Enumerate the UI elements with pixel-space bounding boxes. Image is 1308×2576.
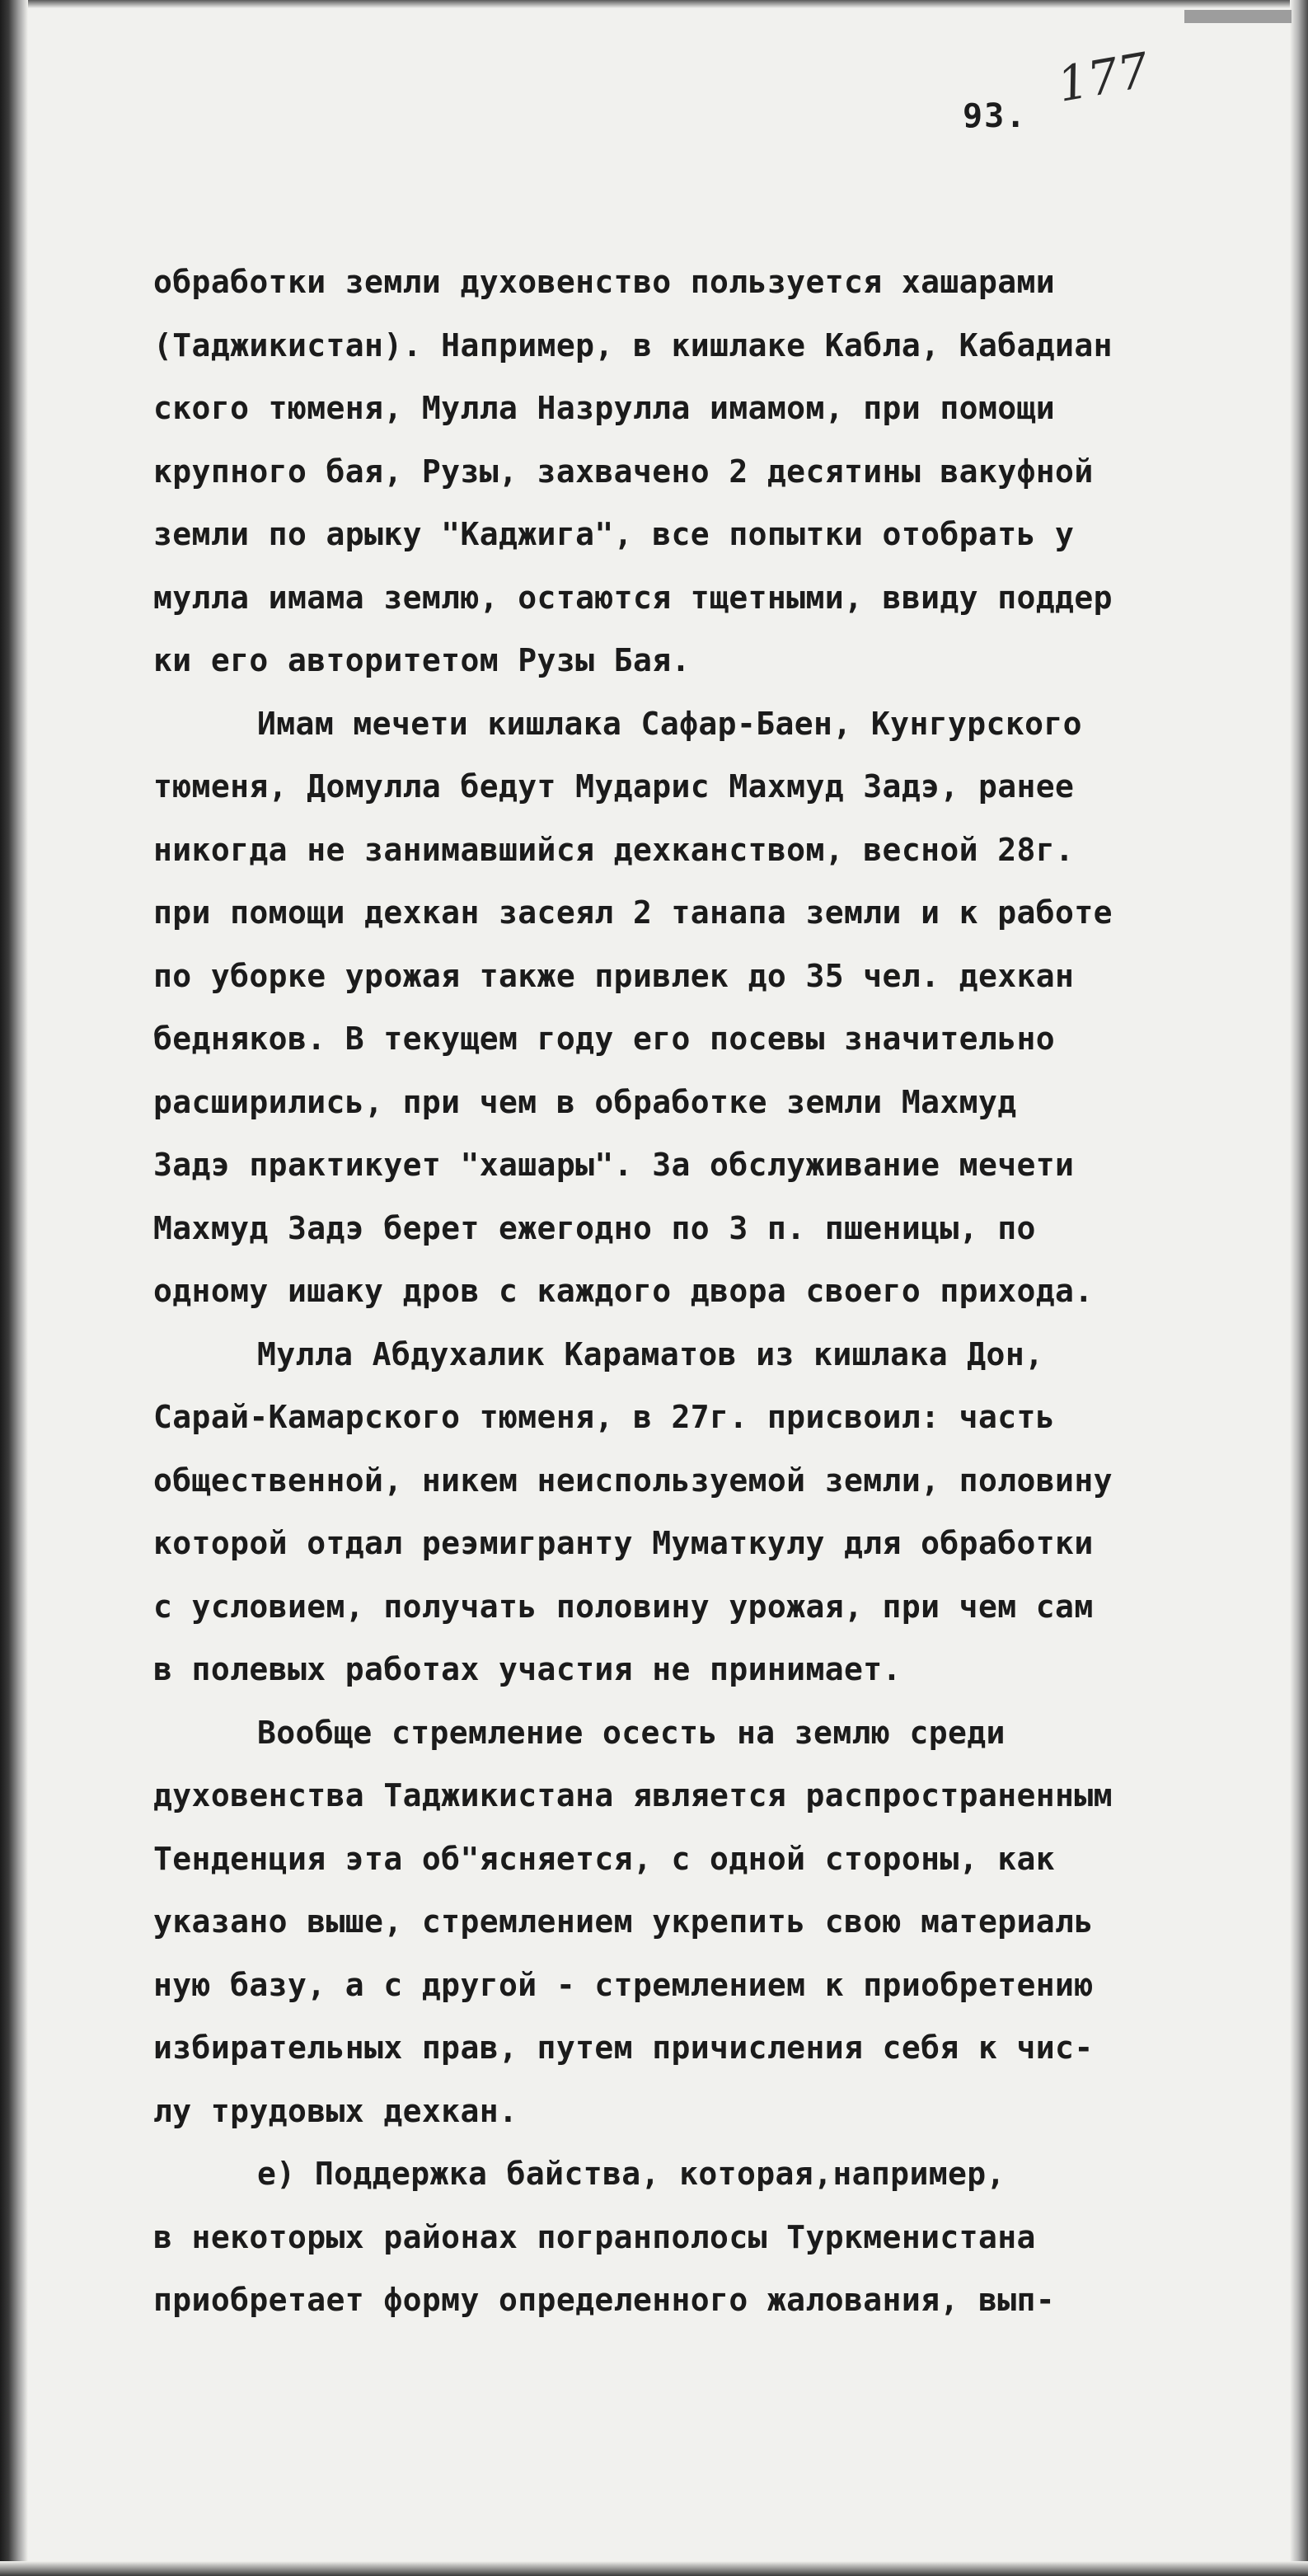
text-line: бедняков. В текущем году его посевы значительно (153, 1021, 1056, 1057)
text-line: которой отдал реэмигранту Муматкулу для обработки (153, 1525, 1094, 1561)
scan-edge-right (1290, 0, 1308, 2576)
text-line: Задэ практикует "хашары". За обслуживание мечети (153, 1147, 1075, 1183)
text-line: в полевых работах участия не принимает. (153, 1651, 902, 1687)
text-line: Тенденция эта об"ясняется, с одной стороны, как (153, 1840, 1056, 1877)
text-line: Сарай-Камарского тюменя, в 27г. присвоил: часть (153, 1399, 1056, 1435)
scan-edge-top (0, 0, 1308, 8)
text-line: Имам мечети кишлака Сафар-Баен, Кунгурского (257, 705, 1082, 742)
text-line: в некоторых районах погранполосы Туркменистана (153, 2218, 1036, 2255)
text-line: крупного бая, Рузы, захвачено 2 десятины вакуфной (153, 453, 1094, 490)
text-line: приобретает форму определенного жалования, вып- (153, 2282, 1056, 2318)
text-line: по уборке урожая также привлек до 35 чел. дехкан (153, 957, 1075, 994)
text-line: избирательных прав, путем причисления себя к чис- (153, 2029, 1094, 2066)
text-line: ки его авторитетом Рузы Бая. (153, 642, 691, 678)
scan-edge-bottom (0, 2561, 1308, 2576)
text-line: Вообще стремление осесть на землю среди (257, 1714, 1006, 1751)
handwritten-archive-number: 177 (1053, 41, 1153, 113)
text-line: мулла имама землю, остаются тщетными, ввиду поддер (153, 579, 1113, 616)
text-line: ского тюменя, Мулла Назрулла имамом, при помощи (153, 390, 1056, 426)
scan-edge-left (0, 0, 28, 2576)
text-line: ную базу, а с другой - стремлением к приобретению (153, 1966, 1094, 2003)
text-line: расширились, при чем в обработке земли Махмуд (153, 1083, 1017, 1120)
text-line: одному ишаку дров с каждого двора своего прихода. (153, 1273, 1094, 1309)
text-line: обработки земли духовенство пользуется хашарами (153, 264, 1056, 300)
scan-corner-mark (1184, 10, 1292, 23)
text-line: при помощи дехкан засеял 2 танапа земли и к работе (153, 894, 1113, 931)
typewritten-text-body (153, 251, 1192, 2332)
text-line: е) Поддержка байства, которая,например, (257, 2156, 1006, 2192)
text-line: лу трудовых дехкан. (153, 2092, 518, 2129)
text-line: тюменя, Домулла бедут Мударис Махмуд Задэ, ранее (153, 768, 1075, 805)
text-line: указано выше, стремлением укрепить свою материаль (153, 1903, 1094, 1940)
text-line: Махмуд Задэ берет ежегодно по 3 п. пшеницы, по (153, 1209, 1036, 1246)
text-line: с условием, получать половину урожая, при чем сам (153, 1588, 1094, 1625)
text-line: земли по арыку "Каджига", все попытки отобрать у (153, 516, 1075, 552)
text-line: духовенства Таджикистана является распространенным (153, 1777, 1113, 1814)
text-line: Мулла Абдухалик Караматов из кишлака Дон, (257, 1335, 1044, 1372)
page-number: 93. (963, 97, 1028, 135)
text-line: общественной, никем неиспользуемой земли, половину (153, 1462, 1113, 1499)
text-line: никогда не занимавшийся дехканством, весной 28г. (153, 831, 1075, 868)
text-line: (Таджикистан). Например, в кишлаке Кабла, Кабадиан (153, 326, 1113, 364)
